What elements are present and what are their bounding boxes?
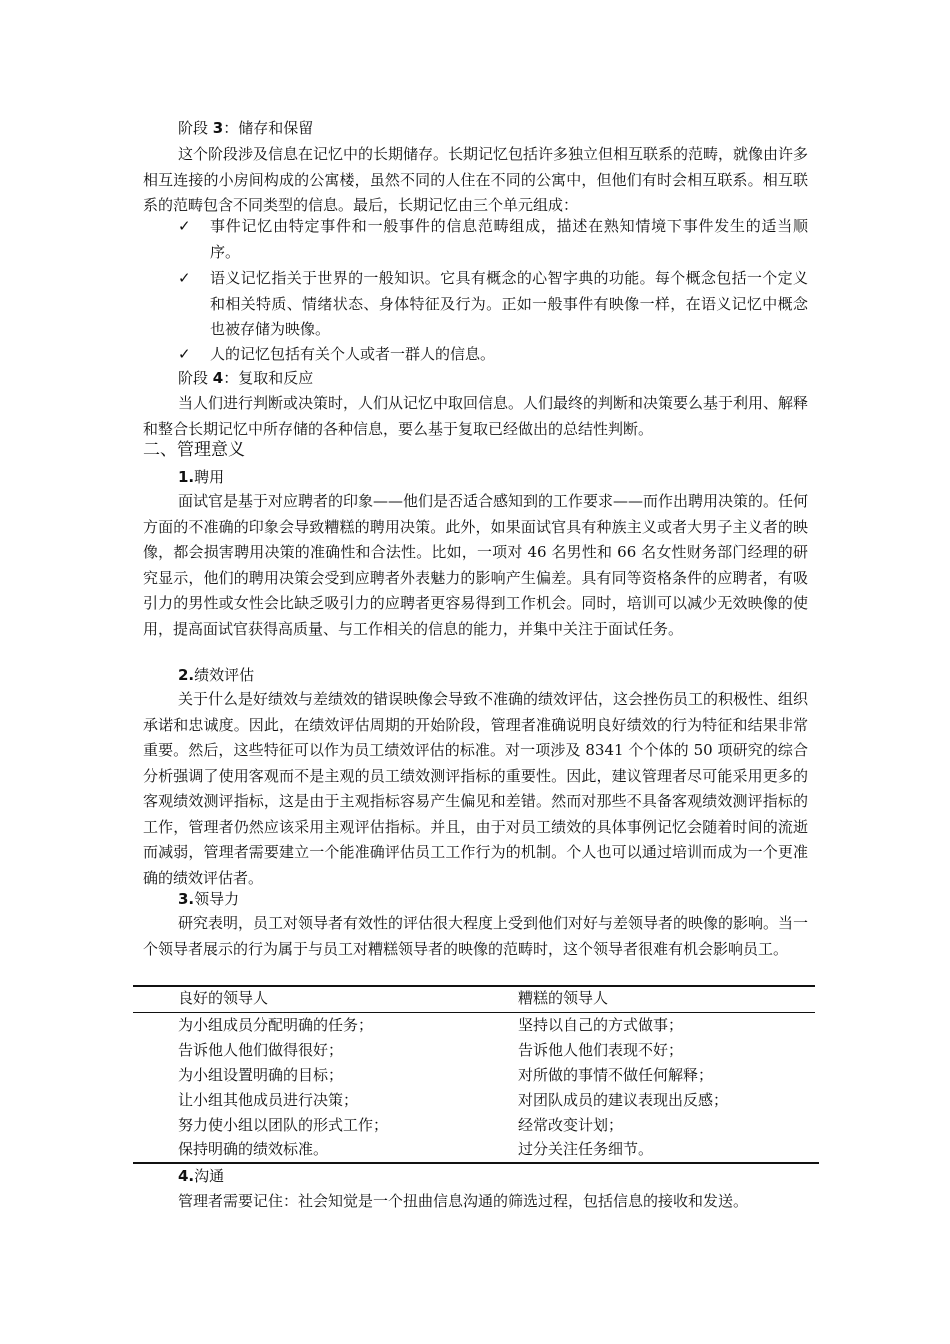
check-icon: ✓ xyxy=(178,345,191,363)
table-cell: 告诉他人他们表现不好； xyxy=(518,1041,684,1059)
bullet-item xyxy=(178,342,808,368)
table-cell: 对团队成员的建议表现出反感； xyxy=(518,1091,729,1109)
leadership-paragraph: 研究表明，员工对领导者有效性的评估很大程度上受到他们对好与差领导者的映像的影响。当一个领导者展示的行为属于与员工对糟糕领导者的映像的范畴时，这个领导者很难有机会影响员工。 xyxy=(143,914,809,958)
table-cell: 坚持以自己的方式做事； xyxy=(518,1016,684,1034)
communication-paragraph: 管理者需要记住：社会知觉是一个扭曲信息沟通的筛选过程，包括信息的接收和发送。 xyxy=(178,1192,749,1210)
subsection-heading-performance: 2.绩效评估 xyxy=(178,666,255,684)
table-cell: 过分关注任务细节。 xyxy=(518,1140,654,1158)
hiring-paragraph: 面试官是基于对应聘者的印象——他们是否适合感知到的工作要求——而作出聘用决策的。任何方面的不准确的印象会导致糟糕的聘用决策。此外，如果面试官具有种族主义或者大男子主义者的映像，都会损害聘用决策的准确性和合法性。比如，一项对 46 名男性和 66 名女性财务部门经理的研究显示，他们的聘用决策会受到应聘者外表魅力的影响产生偏差。具有同等资格条件的应聘者，有吸引力的男性或女性会比缺乏吸引力的应聘者更容易得到工作机会。同时，培训可以减少无效映像的使用，提高面试官获得高质量、与工作相关的信息的能力，并集中关注于面试任务。 xyxy=(143,492,809,638)
table-header-good: 良好的领导人 xyxy=(178,989,269,1007)
table-cell: 为小组设置明确的目标； xyxy=(178,1066,344,1084)
table-cell: 保持明确的绩效标准。 xyxy=(178,1140,329,1158)
bullet-text: 人的记忆包括有关个人或者一群人的信息。 xyxy=(210,345,496,363)
subsection-heading-hiring: 1.聘用 xyxy=(178,468,225,486)
stage4-paragraph: 当人们进行判断或决策时，人们从记忆中取回信息。人们最终的判断和决策要么基于利用、解释和整合长期记忆中所存储的各种信息，要么基于复取已经做出的总结性判断。 xyxy=(143,394,809,438)
stage4-heading: 阶段 4：复取和反应 xyxy=(178,369,314,387)
table-header-bad: 糟糕的领导人 xyxy=(518,989,609,1007)
subsection-heading-communication: 4.沟通 xyxy=(178,1167,225,1185)
check-icon: ✓ xyxy=(178,269,191,287)
performance-paragraph: 关于什么是好绩效与差绩效的错误映像会导致不准确的绩效评估，这会挫伤员工的积极性、组织承诺和忠诚度。因此，在绩效评估周期的开始阶段，管理者准确说明良好绩效的行为特征和结果非常重要。然后，这些特征可以作为员工绩效评估的标准。对一项涉及 8341 个个体的 50 项研究的综合分析强调了使用客观而不是主观的员工绩效测评指标的重要性。因此，建议管理者尽可能采用更多的客观绩效测评指标，这是由于主观指标容易产生偏见和差错。然而对那些不具备客观绩效测评指标的工作，管理者仍然应该采用主观评估指标。并且，由于对员工绩效的具体事例记忆会随着时间的流逝而减弱，管理者需要建立一个能准确评估员工工作行为的机制。个人也可以通过培训而成为一个更准确的绩效评估者。 xyxy=(143,690,809,887)
bullet-item xyxy=(178,214,808,265)
section-title: 二、管理意义 xyxy=(143,440,245,460)
table-cell: 努力使小组以团队的形式工作； xyxy=(178,1116,389,1134)
bullet-text: 语义记忆指关于世界的一般知识。它具有概念的心智字典的功能。每个概念包括一个定义和相关特质、情绪状态、身体特征及行为。正如一般事件有映像一样，在语义记忆中概念也被存储为映像。 xyxy=(210,269,808,338)
stage3-heading: 阶段 3：储存和保留 xyxy=(178,119,314,137)
table-cell: 为小组成员分配明确的任务； xyxy=(178,1016,374,1034)
bullet-text: 事件记忆由特定事件和一般事件的信息范畴组成，描述在熟知情境下事件发生的适当顺序。 xyxy=(210,217,808,261)
table-rule-bottom xyxy=(133,1162,819,1164)
stage3-paragraph: 这个阶段涉及信息在记忆中的长期储存。长期记忆包括许多独立但相互联系的范畴，就像由许多相互连接的小房间构成的公寓楼，虽然不同的人住在不同的公寓中，但他们有时会相互联系。相互联系的范畴包含不同类型的信息。最后，长期记忆由三个单元组成： xyxy=(143,145,809,214)
bullet-item xyxy=(178,266,808,343)
table-cell: 告诉他人他们做得很好； xyxy=(178,1041,344,1059)
table-cell: 让小组其他成员进行决策； xyxy=(178,1091,359,1109)
check-icon: ✓ xyxy=(178,217,191,235)
subsection-heading-leadership: 3.领导力 xyxy=(178,890,240,908)
table-cell: 经常改变计划； xyxy=(518,1116,624,1134)
table-cell: 对所做的事情不做任何解释； xyxy=(518,1066,714,1084)
